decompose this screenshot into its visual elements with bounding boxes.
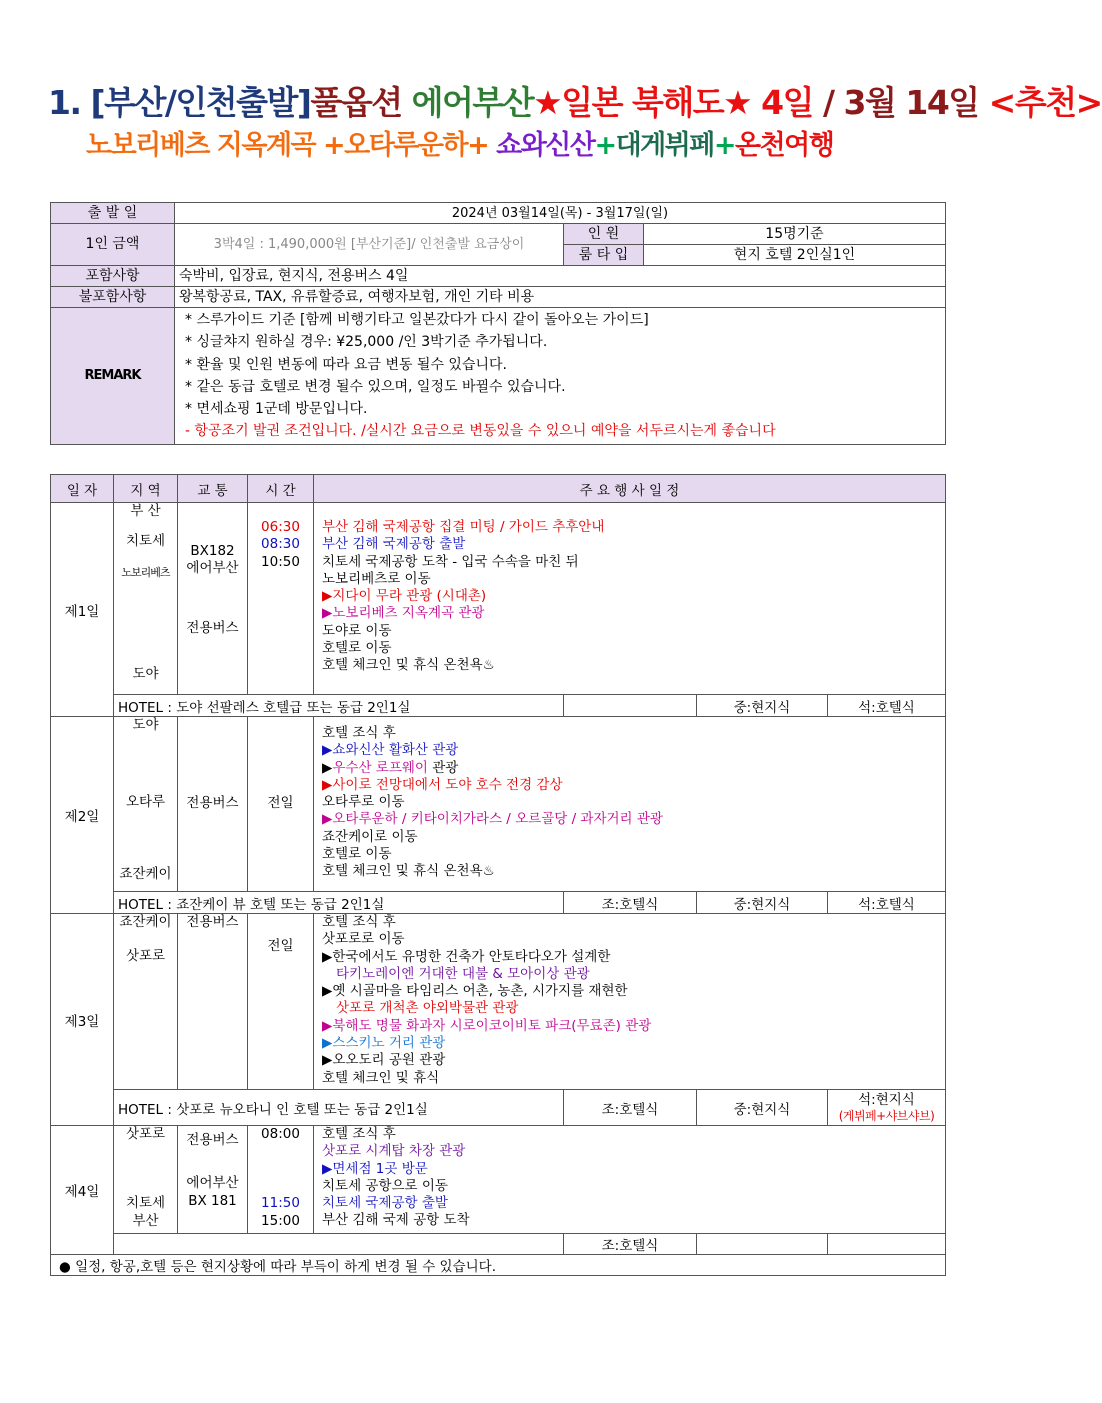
price-label: 1인 금액 (51, 224, 175, 266)
remark-line: * 환율 및 인원 변동에 따라 요금 변동 될수 있습니다. (185, 356, 507, 373)
exclude-label: 불포함사항 (51, 287, 175, 308)
dinner-label: 석:현지식 (858, 1091, 915, 1108)
day1-regions (114, 503, 178, 695)
subtitle-crab-buffet: 대게뷔페 (615, 130, 714, 161)
itinerary-line: 타키노레이엔 거대한 대불 & 모아이상 관광 (336, 965, 590, 982)
subtitle-showashinzan: 쇼와신산 (496, 130, 595, 161)
day4-breakfast: 조:호텔식 (564, 1234, 697, 1255)
day2-dinner: 석:호텔식 (828, 892, 946, 914)
itinerary-line: ▶한국에서도 유명한 건축가 안토타다오가 설계한 (322, 948, 611, 965)
itinerary-line: ▶오오도리 공원 관광 (322, 1052, 446, 1069)
itinerary-line: 호텔 조식 후 (322, 914, 396, 930)
remark-line: * 면세쇼핑 1군데 방문입니다. (185, 401, 368, 418)
time: 08:30 (261, 536, 300, 553)
itinerary-line: 부산 김해 국제공항 집결 미팅 / 가이드 추후안내 (322, 519, 605, 535)
people-label: 인 원 (564, 224, 644, 245)
title-airline: 에어부산 (411, 83, 534, 122)
day3-hotel: HOTEL : 삿포로 뉴오타니 인 호텔 또는 동급 2인1실 (114, 1090, 564, 1126)
itinerary-line: 노보리베츠로 이동 (322, 570, 431, 587)
day1-lunch: 중:현지식 (697, 695, 828, 717)
title-recommend: <추천> (988, 83, 1102, 122)
day1-transport (178, 503, 248, 695)
itinerary-line: 호텔 체크인 및 휴식 온천욕♨ (322, 657, 495, 674)
day2-hotel: HOTEL : 죠잔케이 뷰 호텔 또는 동급 2인1실 (114, 892, 564, 914)
itinerary-line: 오타루로 이동 (322, 794, 405, 811)
itinerary-line: 호텔 체크인 및 휴식 온천욕♨ (322, 863, 495, 880)
ropeway: 우수산 로프웨이 (332, 759, 428, 776)
day3-lunch: 중:현지식 (697, 1090, 828, 1126)
day2-transport: 전용버스 (178, 717, 248, 892)
header-itinerary: 주 요 행 사 일 정 (314, 475, 946, 503)
day2-time: 전일 (248, 717, 314, 892)
room-label: 룸 타 입 (564, 245, 644, 266)
day4-itinerary (314, 1126, 946, 1234)
region: 도야 (132, 665, 159, 682)
airline: 에어부산 (186, 560, 239, 577)
itinerary-line: ▶노보리베츠 지옥계곡 관광 (322, 605, 485, 622)
region: 노보리베츠 (121, 565, 170, 579)
bus: 전용버스 (186, 1132, 239, 1148)
time: 11:50 (261, 1195, 300, 1212)
day1-times (248, 503, 314, 695)
include-label: 포함사항 (51, 266, 175, 287)
itinerary-line: ▶사이로 전망대에서 도야 호수 전경 감상 (322, 776, 563, 793)
header-day: 일 자 (51, 475, 114, 503)
subtitle-onsen: 온천여행 (735, 130, 834, 161)
time: 15:00 (261, 1212, 300, 1229)
day1-dinner: 석:호텔식 (828, 695, 946, 717)
day3-breakfast: 조:호텔식 (564, 1090, 697, 1126)
itinerary-line: ▶옛 시골마을 타임리스 어촌, 농촌, 시가지를 재현한 (322, 983, 628, 1000)
itinerary-line: 삿포로 시계탑 차장 관광 (322, 1143, 466, 1160)
itinerary-line: 삿포로 개척촌 야외박물관 관광 (336, 1000, 519, 1017)
itinerary-line: 호텔 조식 후 (322, 725, 396, 741)
itinerary-line: 호텔 조식 후 (322, 1126, 396, 1142)
region: 삿포로 (125, 1126, 166, 1142)
day2-regions (114, 717, 178, 892)
day1-breakfast (564, 695, 697, 717)
region: 삿포로 (125, 948, 166, 965)
subtitle-plus1: + (594, 130, 616, 161)
title-number: 1. (48, 83, 81, 122)
depart-value: 2024년 03월14일(목) - 3월17일(일) (175, 203, 946, 224)
itinerary-line (322, 760, 937, 777)
day2-label: 제2일 (51, 717, 114, 914)
time: 10:50 (261, 553, 300, 570)
include-value: 숙박비, 입장료, 현지식, 전용버스 4일 (175, 266, 946, 287)
day3-dinner (828, 1090, 946, 1126)
region: 부 산 (130, 503, 161, 519)
remark-line: * 싱글챠지 원하실 경우: ¥25,000 /인 3박기준 추가됩니다. (185, 334, 548, 351)
time: 06:30 (261, 519, 300, 535)
region: 치토세 (125, 1195, 166, 1212)
remark-line: * 스루가이드 기준 [함께 비행기타고 일본갔다가 다시 같이 돌아오는 가이드] (185, 312, 649, 328)
day2-lunch: 중:현지식 (697, 892, 828, 914)
subtitle-plus2: + (713, 130, 736, 161)
region: 죠잔케이 (119, 914, 172, 930)
day3-itinerary (314, 914, 946, 1090)
room-value: 현지 호텔 2인실1인 (644, 245, 946, 266)
itinerary-line: 호텔로 이동 (322, 640, 392, 657)
bus: 전용버스 (186, 619, 239, 636)
itinerary-line: 치토세 국제공항 출발 (322, 1195, 448, 1212)
header-transport: 교 통 (178, 475, 248, 503)
itinerary-line: ▶쇼와신산 활화산 관광 (322, 742, 459, 759)
itinerary-line: 부산 김해 국제공항 출발 (322, 536, 466, 553)
exclude-value: 왕복항공료, TAX, 유류할증료, 여행자보험, 개인 기타 비용 (175, 287, 946, 308)
itinerary-line: 호텔 체크인 및 휴식 (322, 1069, 440, 1086)
itinerary-line: 삿포로로 이동 (322, 931, 405, 948)
price-value: 3박4일 : 1,490,000원 [부산기준]/ 인천출발 요금상이 (175, 224, 564, 266)
page-title (48, 80, 1102, 166)
itinerary-line: ▶북해도 명물 화과자 시로이코이비토 파크(무료존) 관광 (322, 1017, 652, 1034)
region: 오타루 (125, 794, 166, 811)
itinerary-line: 부산 김해 국제 공항 도착 (322, 1212, 470, 1229)
itinerary-line: 치토세 공항으로 이동 (322, 1177, 448, 1194)
itinerary-line: 치토세 국제공항 도착 - 입국 수속을 마친 뒤 (322, 553, 579, 570)
itinerary-line: ▶면세점 1곳 방문 (322, 1160, 428, 1177)
remark-cell (175, 308, 946, 445)
title-destination: ★일본 북해도★ 4일 (533, 83, 814, 122)
subtitle-noboribetsu: 노보리베츠 지옥계곡 (86, 130, 316, 161)
header-region: 지 역 (114, 475, 178, 503)
time: 08:00 (261, 1126, 300, 1142)
subtitle-otaru: +오타루운하+ (315, 130, 497, 161)
remark-label: REMARK (51, 308, 175, 445)
people-value: 15명기준 (644, 224, 946, 245)
flight-no: BX182 (190, 543, 235, 559)
region: 치토세 (125, 533, 166, 550)
day4-label: 제4일 (51, 1126, 114, 1255)
info-table (50, 202, 946, 445)
day1-itinerary (314, 503, 946, 695)
day1-label: 제1일 (51, 503, 114, 717)
airline: 에어부산 (186, 1175, 239, 1192)
itinerary-line: 호텔로 이동 (322, 846, 392, 863)
sightseeing: 관광 (427, 759, 459, 776)
region: 죠잔케이 (119, 865, 172, 882)
title-option: 풀옵션 (310, 83, 412, 122)
itinerary-line: ▶오타루운하 / 키타이치가라스 / 오르골당 / 과자거리 관광 (322, 811, 663, 828)
day3-time: 전일 (248, 914, 314, 1090)
day4-hotel-empty (114, 1234, 564, 1255)
title-departure: [부산/인천출발] (90, 83, 311, 122)
day4-regions (114, 1126, 178, 1234)
day4-dinner (828, 1234, 946, 1255)
footnote: ● 일정, 항공,호텔 등은 현지상황에 따라 부득이 하게 변경 될 수 있습니다. (51, 1255, 946, 1276)
day2-itinerary (314, 717, 946, 892)
schedule-table (50, 474, 946, 1276)
dinner-note: (게뷔페+샤브샤브) (838, 1108, 935, 1123)
region: 부산 (132, 1212, 159, 1229)
arrow: ▶ (322, 759, 333, 776)
day3-label: 제3일 (51, 914, 114, 1126)
itinerary-line: 도야로 이동 (322, 622, 392, 639)
depart-label: 출 발 일 (51, 203, 175, 224)
day4-lunch (697, 1234, 828, 1255)
day1-hotel: HOTEL : 도야 선팔레스 호텔급 또는 동급 2인1실 (114, 695, 564, 717)
remark-line: * 같은 동급 호텔로 변경 될수 있으며, 일정도 바뀔수 있습니다. (185, 378, 566, 395)
itinerary-line: ▶지다이 무라 관광 (시대촌) (322, 588, 487, 605)
region: 도야 (132, 717, 159, 733)
header-time: 시 간 (248, 475, 314, 503)
day2-breakfast: 조:호텔식 (564, 892, 697, 914)
day3-transport: 전용버스 (178, 914, 248, 1090)
remark-warning: - 항공조기 발권 조건입니다. /실시간 요금으로 변동있을 수 있으니 예약을 서두르시는게 좋습니다 (185, 423, 776, 440)
itinerary-line: ▶스스키노 거리 관광 (322, 1035, 446, 1052)
flight-no: BX 181 (188, 1192, 237, 1209)
title-date: / 3월 14일 (813, 83, 989, 122)
day4-times (248, 1126, 314, 1234)
day4-transport (178, 1126, 248, 1234)
day3-regions (114, 914, 178, 1090)
itinerary-line: 죠잔케이로 이동 (322, 828, 418, 845)
